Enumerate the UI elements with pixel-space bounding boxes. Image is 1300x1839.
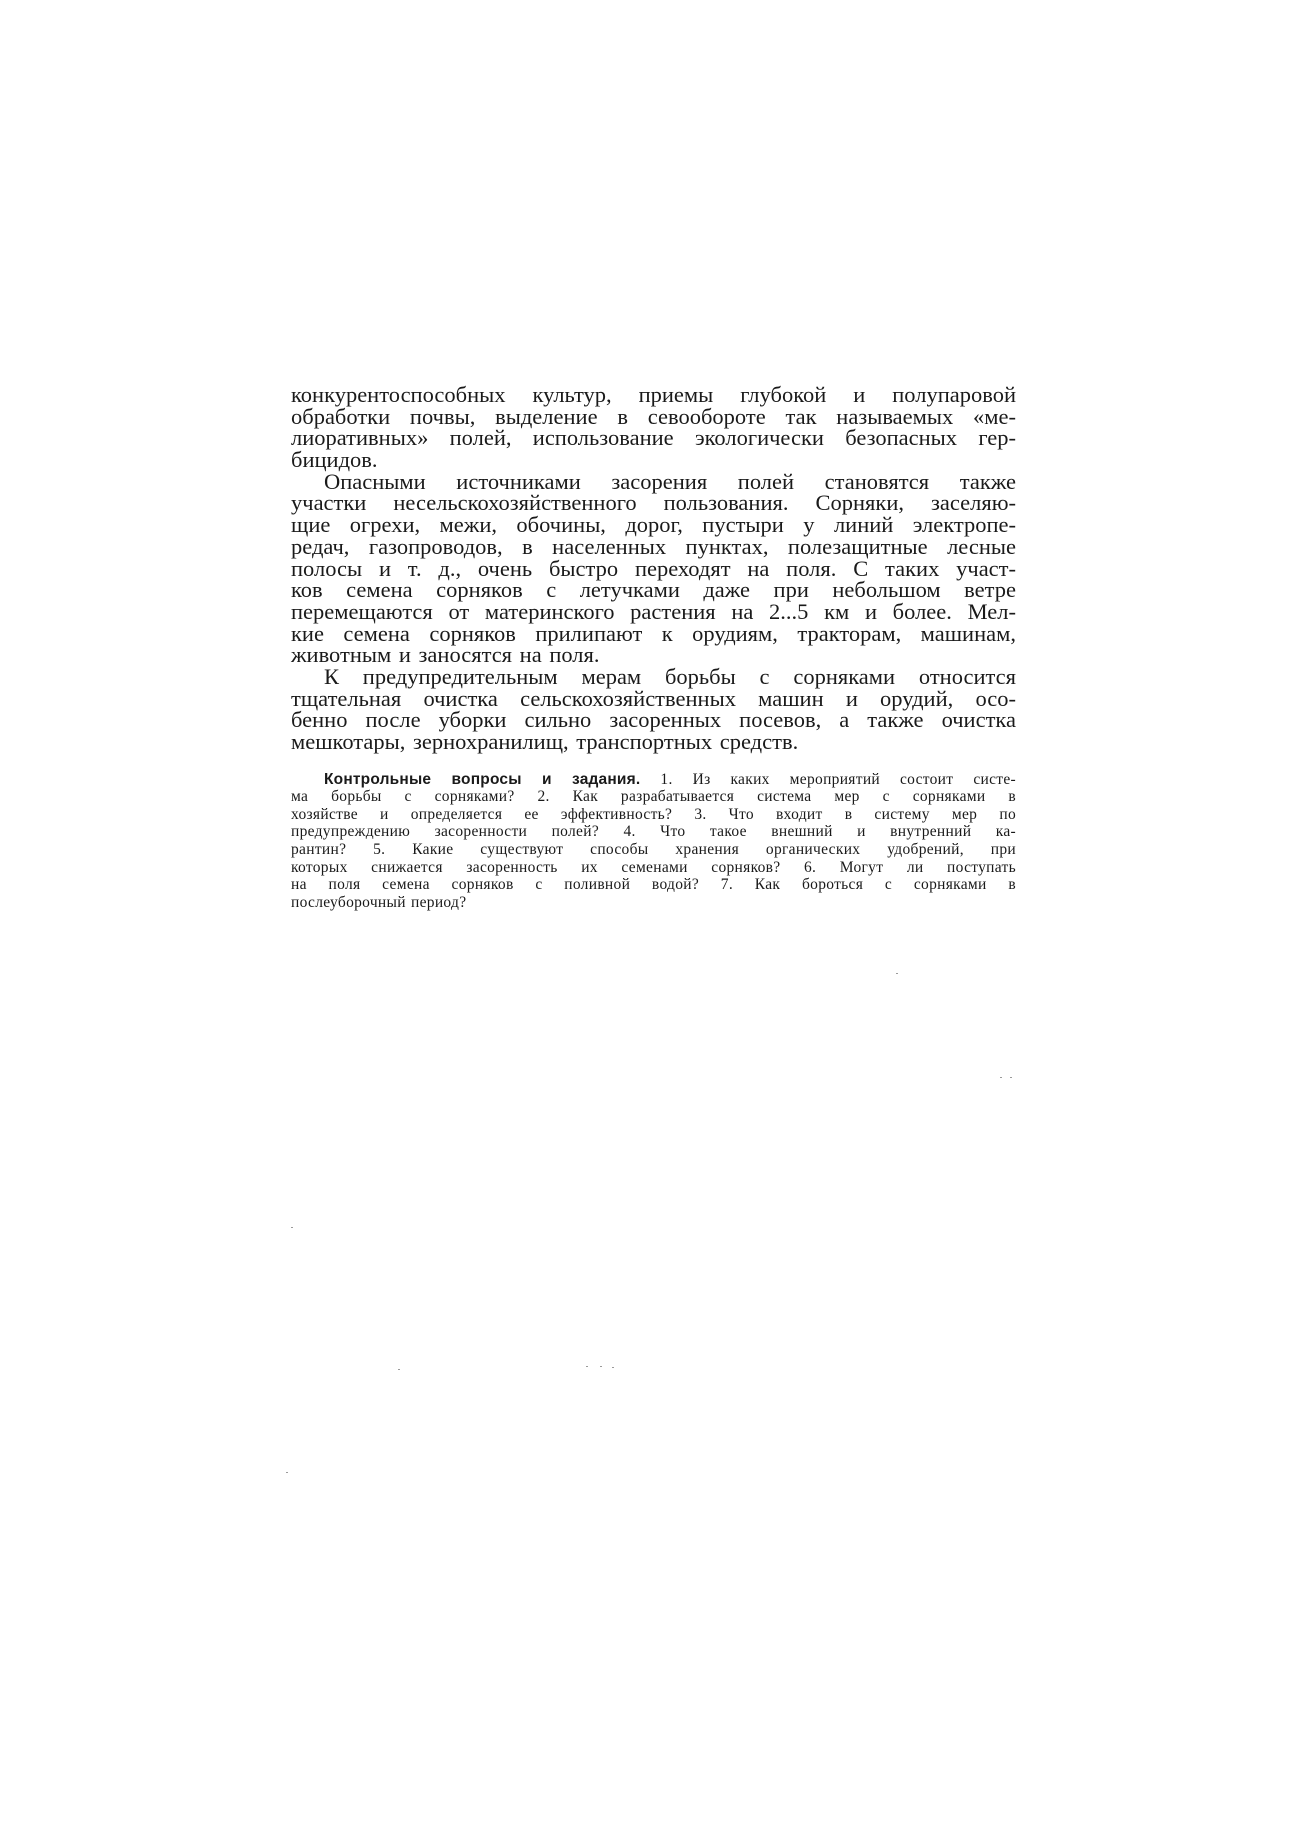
- text-line: ков семена сорняков с летучками даже при небольшом ветре: [291, 577, 1016, 603]
- question-line: предупреждению засоренности полей? 4. Что такое внешний и внутренний ка-: [291, 823, 1016, 841]
- paragraph-3: [291, 663, 1016, 754]
- text-line: редач, газопроводов, в населенных пунктах, полезащитные лесные: [291, 533, 1016, 559]
- text-line: щие огрехи, межи, обочины, дорог, пустыри у линий электропе-: [291, 512, 1016, 538]
- scan-speck: [600, 1366, 602, 1367]
- question-line: рантин? 5. Какие существуют способы хранения органических удобрений, при: [291, 841, 1016, 859]
- question-text: 1. Из каких мероприятий состоит систе-: [660, 770, 1016, 788]
- paragraph-2: [291, 468, 1016, 668]
- scan-speck: [896, 973, 898, 974]
- text-line: кие семена сорняков прилипают к орудиям, тракторам, машинам,: [291, 620, 1016, 646]
- scan-speck: [586, 1366, 588, 1367]
- text-line: мешкотары, зернохранилищ, транспортных средств.: [291, 729, 799, 754]
- text-line: лиоративных» полей, использование экологически безопасных гер-: [291, 425, 1016, 451]
- question-line: [291, 771, 1016, 789]
- text-line: бенно после уборки сильно засоренных посевов, а также очистка: [291, 707, 1016, 733]
- question-line: которых снижается засоренность их семенами сорняков? 6. Могут ли поступать: [291, 858, 1016, 876]
- text-line: тщательная очистка сельскохозяйственных машин и орудий, осо-: [291, 685, 1016, 711]
- text-line: обработки почвы, выделение в севообороте так называемых «ме-: [291, 403, 1016, 429]
- text-line: бицидов.: [291, 447, 378, 473]
- question-line: хозяйстве и определяется ее эффективность? 3. Что входит в систему мер по: [291, 805, 1016, 823]
- text-line: перемещаются от материнского растения на 2...5 км и более. Мел-: [291, 598, 1016, 624]
- scan-speck: [291, 1227, 293, 1228]
- scan-speck: [1000, 1077, 1002, 1078]
- text-line: животным и заносятся на поля.: [291, 642, 600, 668]
- text-line: конкурентоспособных культур, приемы глубокой и полупаровой: [291, 382, 1016, 407]
- question-line: на поля семена сорняков с поливной водой? 7. Как бороться с сорняками в: [291, 876, 1016, 894]
- text-line: Опасными источниками засорения полей становятся также: [324, 468, 1016, 494]
- paragraph-1: [291, 384, 1016, 471]
- review-questions: [291, 771, 1016, 912]
- scan-speck: [612, 1367, 614, 1368]
- question-line: ма борьбы с сорняками? 2. Как разрабатывается система мер с сорняками в: [291, 788, 1016, 806]
- text-line: К предупредительным мерам борьбы с сорняками относится: [324, 663, 1016, 689]
- scan-speck: [398, 1369, 400, 1370]
- scan-speck: [1010, 1077, 1012, 1078]
- section-spacer: [291, 753, 1016, 771]
- text-line: участки несельскохозяйственного пользования. Сорняки, заселяю-: [291, 490, 1016, 516]
- text-line: полосы и т. д., очень быстро переходят на поля. С таких участ-: [291, 555, 1016, 581]
- body-text: [291, 384, 1016, 911]
- scan-speck: [286, 1472, 288, 1473]
- question-line: послеуборочный период?: [291, 893, 467, 911]
- questions-heading: Контрольные вопросы и задания.: [324, 770, 641, 788]
